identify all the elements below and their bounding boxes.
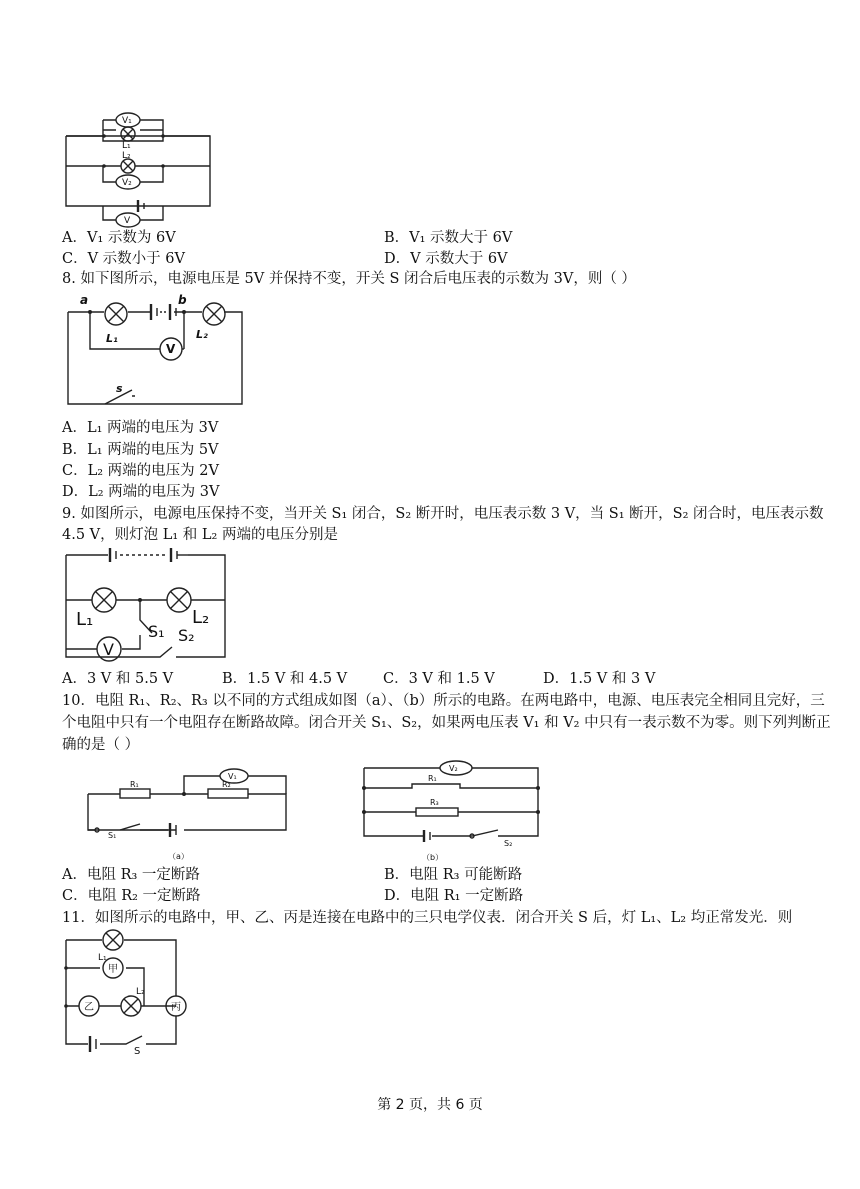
q9-fig-label-v: V (103, 640, 114, 659)
q8-stem: 8. 如下图所示，电源电压是 5V 并保持不变，开关 S 闭合后电压表的示数为 3V，则（ ） (62, 271, 636, 287)
q7-option-d[interactable]: D．V 示数大于 6V (384, 251, 508, 267)
q10-stem: 10．电阻 R₁、R₂、R₃ 以不同的方式组成如图（a）、（b）所示的电路。在两电路中，电源、电压表完全相同且完好，三个电阻中只有一个电阻存在断路故障。闭合开关 S₁、S₂，如果两电压表 V₁ 和 V₂ 中只有一表示数不为零。则下列判断正确的是（ ） (62, 693, 831, 753)
q11-fig-label-jia: 甲 (108, 964, 118, 975)
q9-option-a[interactable]: A．3 V 和 5.5 V (62, 671, 174, 687)
q10b-caption: （b） (422, 853, 444, 862)
q9-option-c[interactable]: C．3 V 和 1.5 V (383, 671, 495, 687)
q10-option-a[interactable]: A．电阻 R₃ 一定断路 (62, 867, 200, 883)
q10a-label-s1: S₁ (108, 831, 117, 840)
q9-option-b[interactable]: B．1.5 V 和 4.5 V (222, 671, 348, 687)
q10b-label-v2: V₂ (449, 764, 458, 773)
q8-option-a[interactable]: A．L₁ 两端的电压为 3V (62, 420, 219, 436)
q7-option-b[interactable]: B．V₁ 示数大于 6V (384, 230, 513, 246)
q10-figure-a (80, 768, 295, 863)
q9-fig-label-s2: S₂ (178, 626, 195, 645)
q9-fig-label-l1: L₁ (76, 609, 94, 630)
q8-option-b[interactable]: B．L₁ 两端的电压为 5V (62, 442, 219, 458)
q8-fig-label-a: a (80, 293, 89, 307)
q11-fig-label-bing: 丙 (171, 1002, 181, 1013)
q10a-label-r2: R₂ (222, 780, 231, 789)
q9-stem: 9. 如图所示，电源电压保持不变，当开关 S₁ 闭合，S₂ 断开时，电压表示数 3 V，当 S₁ 断开，S₂ 闭合时，电压表示数 4.5 V，则灯泡 L₁ 和 L₂ 两端的电压分别是 (62, 506, 824, 543)
q8-fig-label-l2: L₂ (196, 328, 208, 341)
q9-option-d[interactable]: D．1.5 V 和 3 V (543, 671, 656, 687)
q10-option-b[interactable]: B．电阻 R₃ 可能断路 (384, 867, 523, 883)
q7-fig-label-v2: V₂ (122, 178, 132, 188)
q10b-label-r1: R₁ (428, 774, 437, 783)
q10a-label-v1: V₁ (228, 772, 237, 781)
q10b-label-r3: R₃ (430, 798, 439, 807)
q10a-caption: （a） (168, 852, 189, 861)
q9-fig-label-l2: L₂ (192, 607, 210, 628)
q10-figure-b (360, 758, 545, 863)
q10-option-d[interactable]: D．电阻 R₁ 一定断路 (384, 888, 524, 904)
q10a-label-r1: R₁ (130, 780, 139, 789)
q11-fig-label-l2: L₂ (136, 987, 145, 997)
q7-fig-label-v: V (124, 216, 131, 226)
q11-fig-label-yi: 乙 (84, 1002, 94, 1013)
q8-fig-label-b: b (178, 293, 187, 307)
q8-fig-label-v: V (166, 342, 176, 356)
q7-fig-label-v1: V₁ (122, 116, 132, 126)
q9-circuit-diagram (60, 545, 235, 665)
q8-option-c[interactable]: C．L₂ 两端的电压为 2V (62, 463, 219, 479)
q8-option-d[interactable]: D．L₂ 两端的电压为 3V (62, 484, 220, 500)
q11-stem: 11．如图所示的电路中，甲、乙、丙是连接在电路中的三只电学仪表．闭合开关 S 后，灯 L₁、L₂ 均正常发光．则 (62, 910, 793, 926)
q9-fig-label-s1: S₁ (148, 622, 165, 641)
q8-circuit-diagram (60, 292, 250, 412)
q10-option-c[interactable]: C．电阻 R₂ 一定断路 (62, 888, 201, 904)
q7-circuit-diagram (60, 108, 220, 232)
q7-fig-label-l1: L₁ (122, 141, 131, 151)
q8-fig-label-l1: L₁ (106, 332, 118, 345)
q7-option-c[interactable]: C．V 示数小于 6V (62, 251, 185, 267)
q7-option-a[interactable]: A．V₁ 示数为 6V (62, 230, 176, 246)
q8-fig-label-s: s (116, 382, 123, 395)
q10b-label-s2: S₂ (504, 839, 513, 848)
q11-circuit-diagram (60, 928, 195, 1056)
page-footer: 第 2 页，共 6 页 (377, 1097, 483, 1113)
q11-fig-label-l1: L₁ (98, 953, 107, 963)
q11-fig-label-s: S (134, 1046, 141, 1057)
q7-fig-label-l2: L₂ (122, 151, 131, 161)
